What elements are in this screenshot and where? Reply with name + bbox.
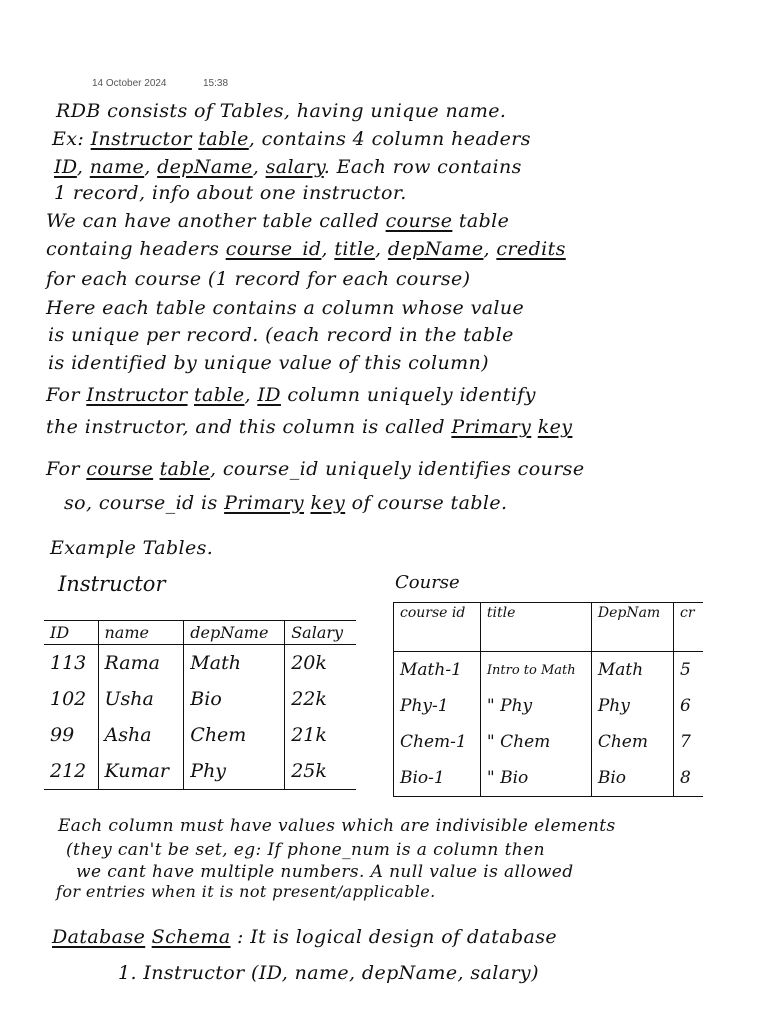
note-text: , xyxy=(76,156,90,178)
note-line xyxy=(46,210,509,232)
table-cell: 22k xyxy=(285,681,356,717)
note-line xyxy=(76,862,574,882)
table-row xyxy=(44,717,356,753)
note-line xyxy=(54,156,522,178)
underlined-term: Database xyxy=(52,926,146,948)
underlined-term: name xyxy=(89,156,145,178)
note-text: of course table. xyxy=(345,492,508,514)
underlined-term: depName xyxy=(157,156,253,178)
table-cell: Chem xyxy=(184,717,285,753)
table-cell: 113 xyxy=(50,652,87,674)
underlined-term: course xyxy=(86,458,154,480)
table-cell: Kumar xyxy=(98,753,184,790)
note-text: For xyxy=(46,458,87,480)
note-text: , xyxy=(374,238,388,260)
note-text: , xyxy=(483,238,497,260)
underlined-term: key xyxy=(537,416,573,438)
column-header: name xyxy=(98,621,184,645)
table-cell: 21k xyxy=(285,717,356,753)
underlined-term: Primary xyxy=(451,416,532,438)
table-cell: Math-1 xyxy=(400,660,462,680)
table-cell: 25k xyxy=(285,753,356,790)
underlined-term: ID xyxy=(54,156,77,178)
table-cell: 6 xyxy=(673,688,703,724)
column-header: depName xyxy=(184,621,285,645)
underlined-term: table xyxy=(198,128,249,150)
column-header: course id xyxy=(394,603,481,652)
table-cell: Bio xyxy=(591,760,673,797)
note-line xyxy=(48,324,514,346)
table-cell: 102 xyxy=(50,688,87,710)
note-text: , contains 4 column headers xyxy=(248,128,531,150)
note-line xyxy=(46,297,524,319)
column-header: DepNam xyxy=(591,603,673,652)
note-text: , xyxy=(144,156,158,178)
note-text: (they can't be set, eg: If phone_num is a column then xyxy=(66,840,545,860)
table-cell: Chem-1 xyxy=(400,732,467,752)
note-text: for entries when it is not present/applicable. xyxy=(56,882,436,901)
note-text: is identified by unique value of this column) xyxy=(48,352,489,374)
underlined-term: title xyxy=(334,238,375,260)
table-row xyxy=(44,681,356,717)
table-cell: " Chem xyxy=(480,724,591,760)
table-cell: Math xyxy=(184,645,285,682)
table-row xyxy=(394,688,704,724)
table-cell: Rama xyxy=(98,645,184,682)
course-table xyxy=(393,602,703,797)
underlined-term: key xyxy=(310,492,346,514)
note-text: for each course (1 record for each course) xyxy=(46,268,471,290)
table-cell: Phy-1 xyxy=(400,696,449,716)
table-cell: 99 xyxy=(50,724,75,746)
table-cell: Intro to Math xyxy=(480,652,591,689)
note-line xyxy=(48,352,489,374)
underlined-term: depName xyxy=(387,238,484,260)
note-text: , xyxy=(244,384,258,406)
table-cell: Bio xyxy=(184,681,285,717)
course-table-caption: Course xyxy=(395,572,460,593)
column-header: cr xyxy=(673,603,703,652)
date-stamp: 14 October 2024 xyxy=(92,78,167,89)
note-text: . Each row contains xyxy=(323,156,522,178)
instructor-table xyxy=(44,620,356,790)
note-line xyxy=(58,816,616,836)
note-line xyxy=(46,238,566,260)
note-text: we cant have multiple numbers. A null value is allowed xyxy=(76,862,574,882)
table-cell: 7 xyxy=(673,724,703,760)
column-header: title xyxy=(480,603,591,652)
table-cell: Bio-1 xyxy=(400,768,445,788)
note-text: Ex: xyxy=(52,128,91,150)
note-text: is unique per record. (each record in the table xyxy=(48,324,514,346)
table-row xyxy=(44,645,356,682)
table-cell: Asha xyxy=(98,717,184,753)
table-cell: 212 xyxy=(50,760,87,782)
underlined-term: table xyxy=(159,458,211,480)
column-header: ID xyxy=(44,621,98,645)
note-line xyxy=(52,128,531,150)
table-cell: Phy xyxy=(184,753,285,790)
underlined-term: Instructor xyxy=(86,384,188,406)
note-text: table xyxy=(452,210,510,232)
note-line xyxy=(50,537,213,559)
table-cell: Math xyxy=(591,652,673,689)
note-line xyxy=(64,492,507,514)
underlined-term: salary xyxy=(265,156,324,178)
table-row xyxy=(394,760,704,797)
note-line xyxy=(46,458,584,480)
note-text: 1. Instructor (ID, name, depName, salary) xyxy=(118,962,539,984)
underlined-term: Primary xyxy=(224,492,305,514)
table-cell: 8 xyxy=(673,760,703,797)
table-row xyxy=(394,724,704,760)
table-cell: Chem xyxy=(591,724,673,760)
underlined-term: course_id xyxy=(225,238,322,260)
table-header-row xyxy=(394,603,704,652)
table-header-row xyxy=(44,621,356,645)
note-line xyxy=(118,962,539,984)
table-row xyxy=(394,652,704,689)
note-text: For xyxy=(46,384,87,406)
table-cell: 5 xyxy=(673,652,703,689)
underlined-term: ID xyxy=(257,384,281,406)
note-line xyxy=(46,268,470,290)
note-line xyxy=(52,926,557,948)
note-text: Here each table contains a column whose value xyxy=(46,297,525,319)
note-text: the instructor, and this column is called xyxy=(46,416,452,438)
table-cell: " Bio xyxy=(480,760,591,797)
table-cell: " Phy xyxy=(480,688,591,724)
column-header: Salary xyxy=(285,621,356,645)
instructor-table-caption: Instructor xyxy=(58,572,166,596)
note-text: , course_id uniquely identifies course xyxy=(210,458,585,480)
note-text: , xyxy=(321,238,335,260)
underlined-term: course xyxy=(385,210,453,232)
note-line xyxy=(56,100,506,122)
note-text: RDB consists of Tables, having unique name. xyxy=(56,100,507,122)
underlined-term: credits xyxy=(496,238,566,260)
note-text: containg headers xyxy=(46,238,226,260)
course-table-clip xyxy=(393,602,695,802)
table-row xyxy=(44,753,356,790)
note-line xyxy=(54,182,407,204)
table-cell: Phy xyxy=(591,688,673,724)
time-stamp: 15:38 xyxy=(203,78,229,89)
table-cell: Usha xyxy=(98,681,184,717)
note-text: column uniquely identify xyxy=(280,384,536,406)
note-line xyxy=(46,384,536,406)
note-text: 1 record, info about one instructor. xyxy=(54,182,407,204)
note-text: , xyxy=(252,156,266,178)
note-line xyxy=(56,882,436,901)
underlined-term: Instructor xyxy=(90,128,192,150)
underlined-term: table xyxy=(194,384,245,406)
table-cell: 20k xyxy=(285,645,356,682)
note-line xyxy=(46,416,572,438)
note-line xyxy=(66,840,545,860)
note-text: : It is logical design of database xyxy=(230,926,558,948)
note-text: so, course_id is xyxy=(64,492,225,514)
note-text: Each column must have values which are indivisible elements xyxy=(58,816,616,836)
note-text: Example Tables. xyxy=(50,537,214,559)
note-text: We can have another table called xyxy=(46,210,386,232)
underlined-term: Schema xyxy=(151,926,231,948)
